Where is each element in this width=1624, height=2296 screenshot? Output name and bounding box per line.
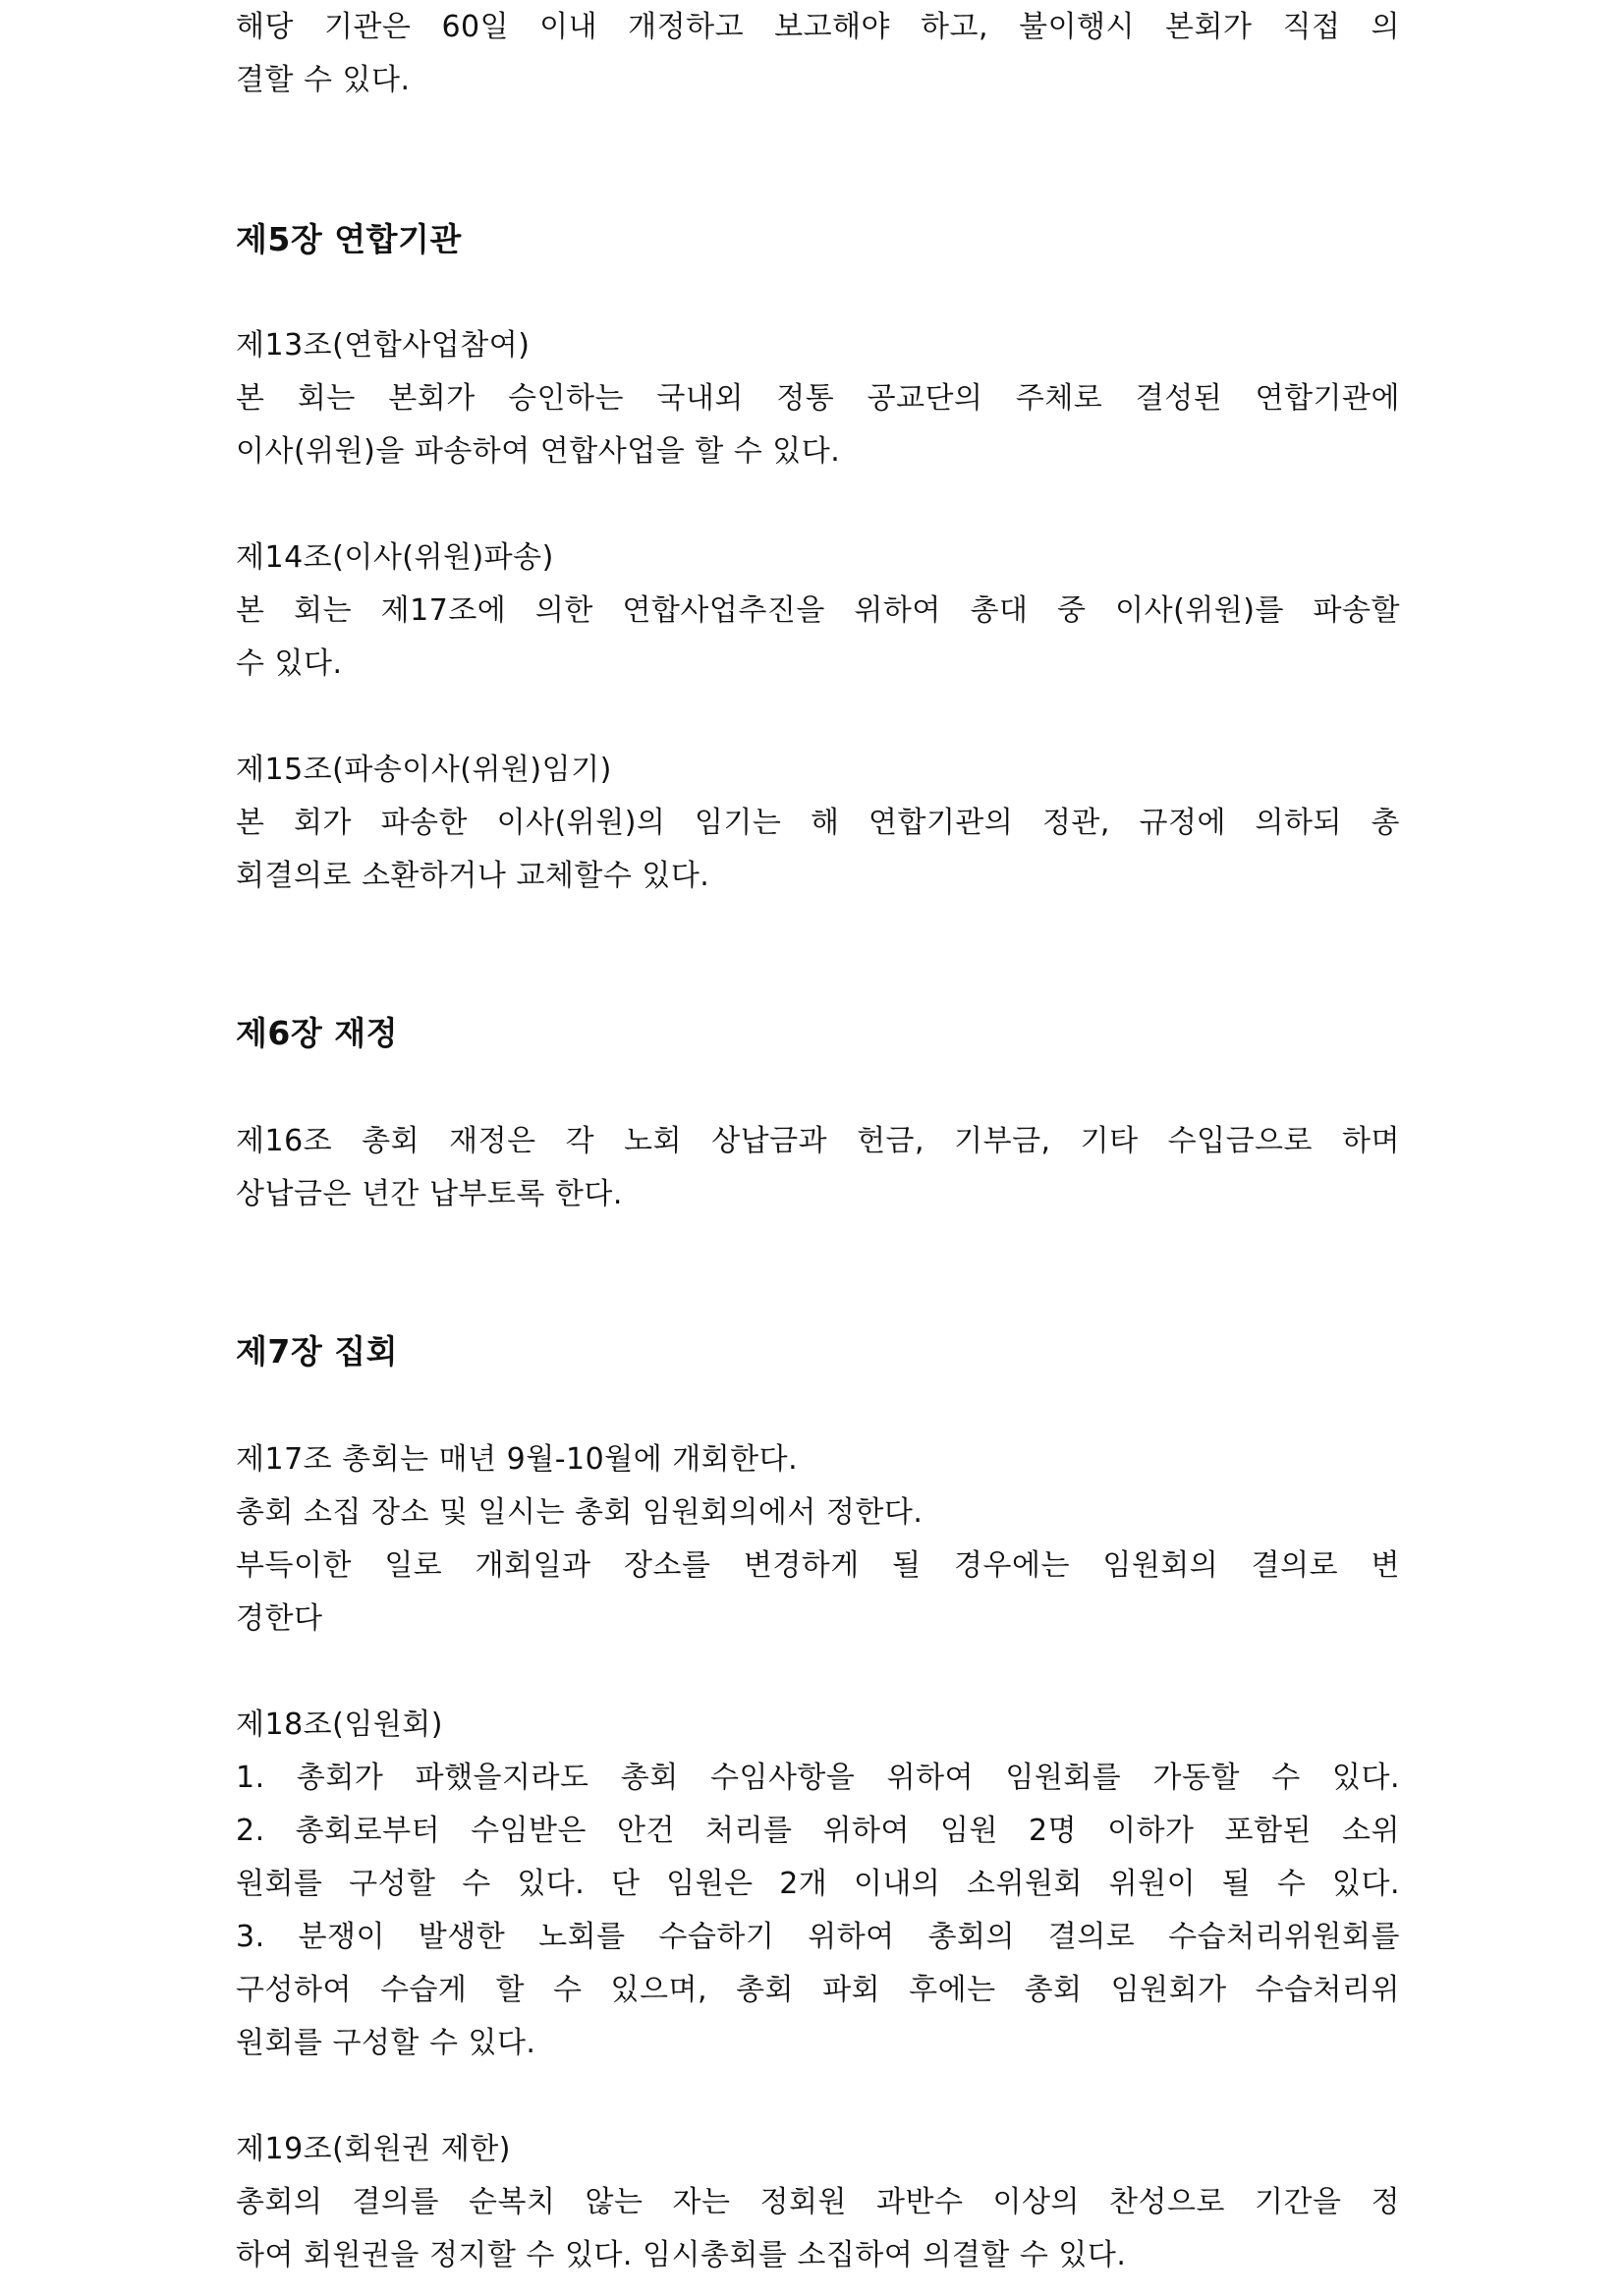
article-15-line-1: 본 회가 파송한 이사(위원)의 임기는 해 연합기관의 정관, 규정에 의하되 총	[236, 806, 1400, 840]
article-19-title: 제19조(회원권 제한)	[236, 2132, 511, 2166]
article-13-title: 제13조(연합사업참여)	[236, 328, 531, 363]
intro-line-2: 결할 수 있다.	[236, 63, 411, 97]
article-17-line-2: 총회 소집 장소 및 일시는 총회 임원회의에서 정한다.	[236, 1495, 924, 1530]
article-15-title: 제15조(파송이사(위원)임기)	[236, 753, 612, 787]
article-18-title: 제18조(임원회)	[236, 1708, 443, 1742]
article-18-line-2: 2. 총회로부터 수임받은 안건 처리를 위하여 임원 2명 이하가 포함된 소위	[236, 1814, 1400, 1848]
article-16-line-1: 제16조 총회 재정은 각 노회 상납금과 헌금, 기부금, 기타 수입금으로 하며	[236, 1124, 1400, 1158]
article-14-line-2: 수 있다.	[236, 646, 343, 681]
article-14-line-1: 본 회는 제17조에 의한 연합사업추진을 위하여 총대 중 이사(위원)를 파송할	[236, 593, 1400, 628]
article-13-line-2: 이사(위원)을 파송하여 연합사업을 할 수 있다.	[236, 434, 841, 469]
article-14-title: 제14조(이사(위원)파송)	[236, 540, 554, 575]
chapter-7-heading: 제7장 집회	[236, 1332, 398, 1371]
article-19-line-1: 총회의 결의를 순복치 않는 자는 정회원 과반수 이상의 찬성으로 기간을 정	[236, 2185, 1400, 2219]
article-18-line-5: 구성하여 수습게 할 수 있으며, 총회 파회 후에는 총회 임원회가 수습처리위	[236, 1973, 1400, 2007]
article-17-line-1: 제17조 총회는 매년 9월-10월에 개회한다.	[236, 1442, 799, 1477]
article-16-line-2: 상납금은 년간 납부토록 한다.	[236, 1177, 623, 1211]
article-19-line-2: 하여 회원권을 정지할 수 있다. 임시총회를 소집하여 의결할 수 있다.	[236, 2238, 1127, 2272]
chapter-5-heading: 제5장 연합기관	[236, 220, 462, 258]
intro-line-1: 해당 기관은 60일 이내 개정하고 보고해야 하고, 불이행시 본회가 직접 의	[236, 10, 1400, 44]
article-13-line-1: 본 회는 본회가 승인하는 국내외 정통 공교단의 주체로 결성된 연합기관에	[236, 381, 1400, 416]
article-15-line-2: 회결의로 소환하거나 교체할수 있다.	[236, 859, 710, 893]
article-17-line-4: 경한다	[236, 1601, 323, 1636]
article-18-line-4: 3. 분쟁이 발생한 노회를 수습하기 위하여 총회의 결의로 수습처리위원회를	[236, 1920, 1400, 1954]
article-18-line-3: 원회를 구성할 수 있다. 단 임원은 2개 이내의 소위원회 위원이 될 수 있다.	[236, 1867, 1400, 1901]
article-18-line-6: 원회를 구성할 수 있다.	[236, 2026, 536, 2060]
chapter-6-heading: 제6장 재정	[236, 1014, 398, 1052]
article-18-line-1: 1. 총회가 파했을지라도 총회 수임사항을 위하여 임원회를 가동할 수 있다.	[236, 1761, 1400, 1795]
article-17-line-3: 부득이한 일로 개회일과 장소를 변경하게 될 경우에는 임원회의 결의로 변	[236, 1548, 1400, 1583]
